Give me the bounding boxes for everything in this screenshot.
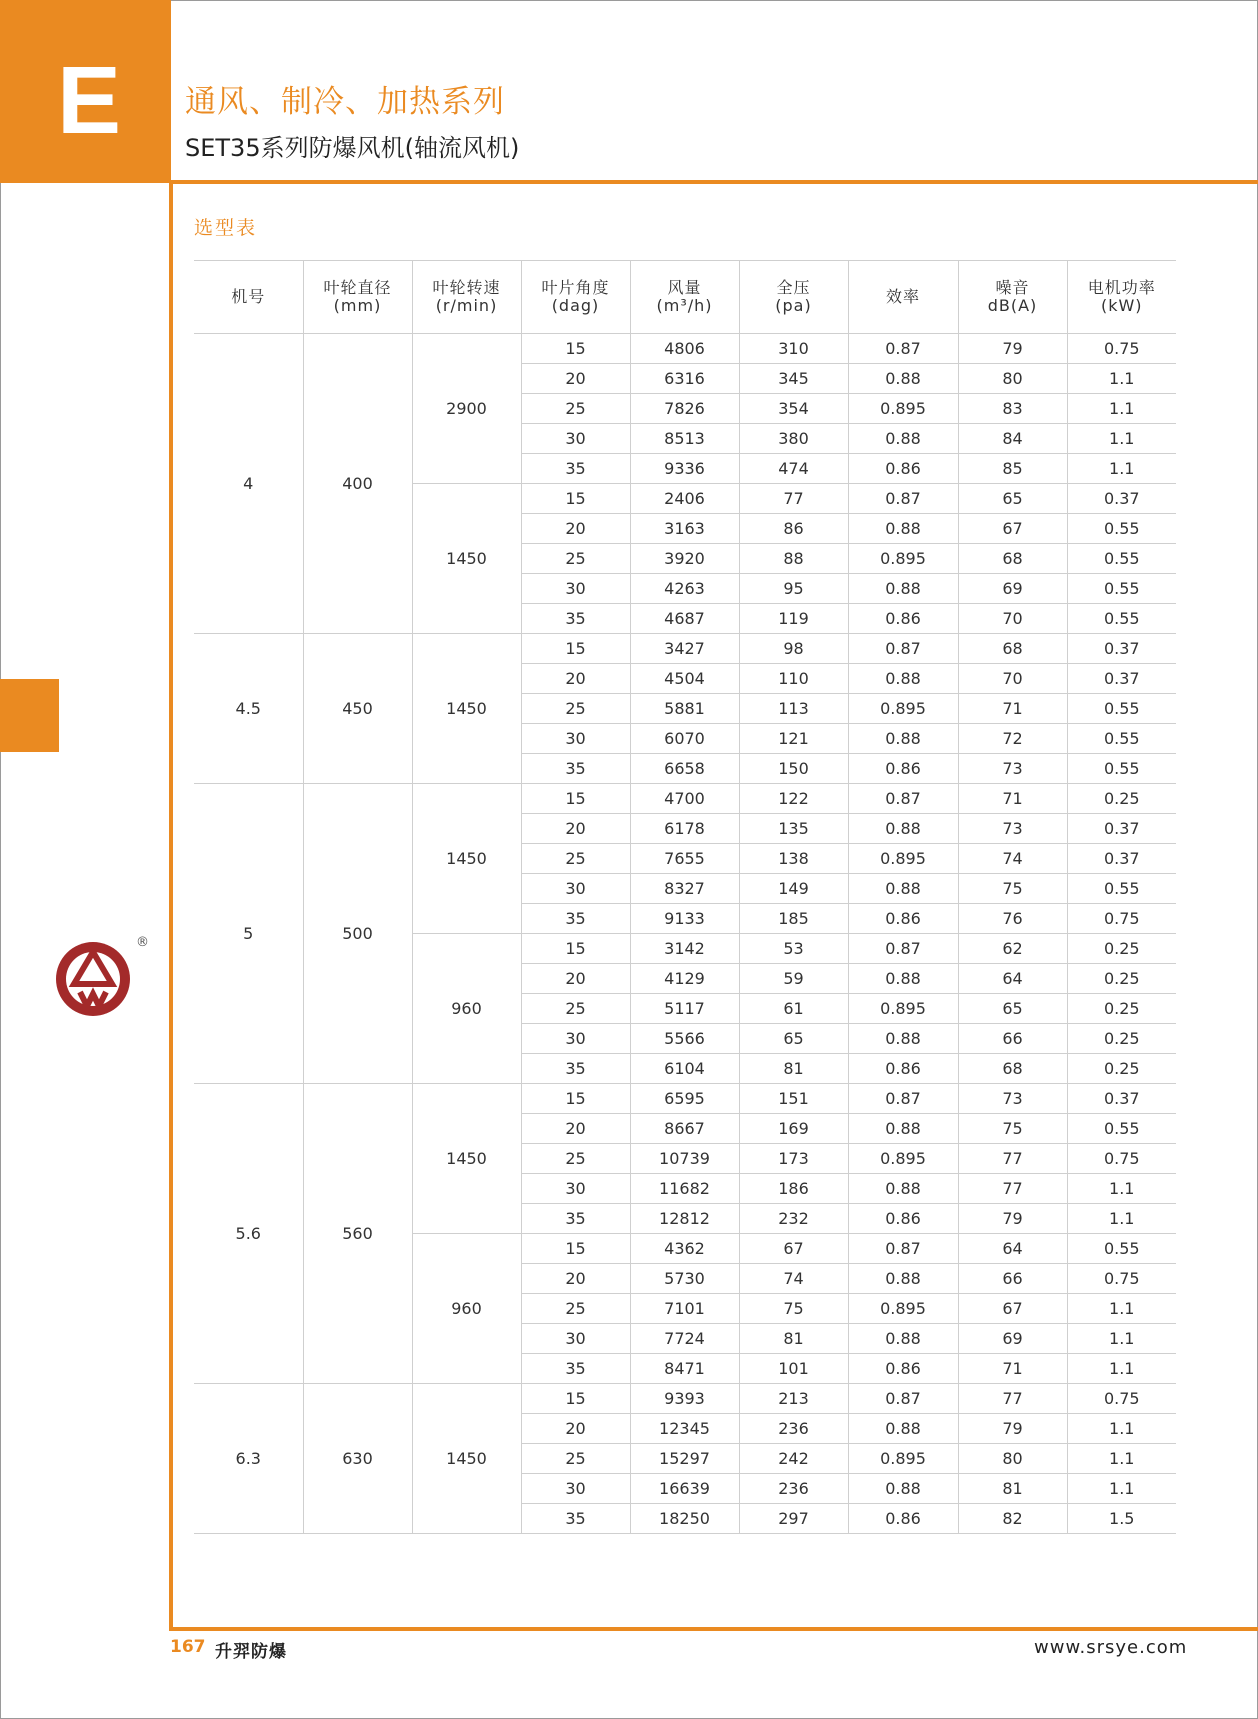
cell-blade-angle: 30	[521, 574, 630, 604]
cell-pressure: 354	[739, 394, 848, 424]
cell-blade-angle: 35	[521, 1354, 630, 1384]
registered-mark: ®	[136, 935, 149, 950]
cell-pressure: 151	[739, 1084, 848, 1114]
cell-efficiency: 0.88	[848, 364, 958, 394]
cell-pressure: 81	[739, 1324, 848, 1354]
footer-rule	[169, 1627, 1258, 1631]
cell-airflow: 5881	[630, 694, 739, 724]
cell-efficiency: 0.895	[848, 844, 958, 874]
cell-pressure: 138	[739, 844, 848, 874]
cell-diameter: 450	[303, 634, 412, 784]
footer-website: www.srsye.com	[1034, 1637, 1188, 1658]
cell-efficiency: 0.88	[848, 1324, 958, 1354]
cell-airflow: 3163	[630, 514, 739, 544]
cell-efficiency: 0.87	[848, 484, 958, 514]
col-header-noise: 噪音 dB(A)	[958, 261, 1067, 334]
cell-blade-angle: 15	[521, 784, 630, 814]
cell-noise: 68	[958, 544, 1067, 574]
cell-pressure: 150	[739, 754, 848, 784]
cell-speed: 1450	[412, 1384, 521, 1534]
cell-noise: 64	[958, 1234, 1067, 1264]
cell-airflow: 15297	[630, 1444, 739, 1474]
cell-airflow: 2406	[630, 484, 739, 514]
cell-motor-power: 1.1	[1067, 1294, 1176, 1324]
cell-pressure: 169	[739, 1114, 848, 1144]
cell-blade-angle: 20	[521, 664, 630, 694]
cell-motor-power: 0.25	[1067, 994, 1176, 1024]
cell-noise: 65	[958, 484, 1067, 514]
cell-pressure: 95	[739, 574, 848, 604]
cell-airflow: 8667	[630, 1114, 739, 1144]
cell-motor-power: 1.1	[1067, 1474, 1176, 1504]
cell-pressure: 236	[739, 1474, 848, 1504]
cell-airflow: 7655	[630, 844, 739, 874]
cell-blade-angle: 25	[521, 694, 630, 724]
cell-noise: 70	[958, 604, 1067, 634]
series-title: 通风、制冷、加热系列	[185, 84, 505, 120]
cell-blade-angle: 35	[521, 454, 630, 484]
cell-noise: 81	[958, 1474, 1067, 1504]
cell-pressure: 297	[739, 1504, 848, 1534]
cell-noise: 79	[958, 334, 1067, 364]
cell-blade-angle: 35	[521, 754, 630, 784]
cell-efficiency: 0.895	[848, 694, 958, 724]
cell-airflow: 4362	[630, 1234, 739, 1264]
cell-efficiency: 0.86	[848, 454, 958, 484]
cell-blade-angle: 35	[521, 1054, 630, 1084]
table-header-row	[194, 261, 1176, 334]
cell-efficiency: 0.86	[848, 1354, 958, 1384]
cell-blade-angle: 35	[521, 1504, 630, 1534]
cell-noise: 62	[958, 934, 1067, 964]
cell-noise: 71	[958, 1354, 1067, 1384]
cell-efficiency: 0.895	[848, 544, 958, 574]
cell-airflow: 6316	[630, 364, 739, 394]
cell-noise: 64	[958, 964, 1067, 994]
cell-blade-angle: 25	[521, 1144, 630, 1174]
cell-blade-angle: 30	[521, 724, 630, 754]
col-header-efficiency: 效率	[848, 261, 958, 334]
cell-pressure: 173	[739, 1144, 848, 1174]
col-header-motor-power: 电机功率 (kW)	[1067, 261, 1176, 334]
cell-airflow: 6595	[630, 1084, 739, 1114]
cell-airflow: 9336	[630, 454, 739, 484]
table-body	[194, 334, 1176, 1534]
cell-blade-angle: 20	[521, 814, 630, 844]
cell-airflow: 18250	[630, 1504, 739, 1534]
cell-blade-angle: 25	[521, 544, 630, 574]
section-letter: E	[57, 47, 122, 154]
cell-pressure: 135	[739, 814, 848, 844]
cell-airflow: 7101	[630, 1294, 739, 1324]
cell-airflow: 3142	[630, 934, 739, 964]
cell-airflow: 16639	[630, 1474, 739, 1504]
cell-motor-power: 0.75	[1067, 904, 1176, 934]
cell-model: 4.5	[194, 634, 303, 784]
cell-motor-power: 0.55	[1067, 724, 1176, 754]
cell-pressure: 121	[739, 724, 848, 754]
cell-motor-power: 0.55	[1067, 694, 1176, 724]
cell-blade-angle: 20	[521, 1414, 630, 1444]
cell-efficiency: 0.88	[848, 574, 958, 604]
cell-efficiency: 0.86	[848, 1504, 958, 1534]
cell-blade-angle: 30	[521, 1024, 630, 1054]
cell-motor-power: 0.55	[1067, 574, 1176, 604]
cell-pressure: 232	[739, 1204, 848, 1234]
cell-noise: 85	[958, 454, 1067, 484]
header-rule	[171, 180, 1258, 184]
cell-motor-power: 0.25	[1067, 1024, 1176, 1054]
cell-noise: 66	[958, 1024, 1067, 1054]
cell-pressure: 122	[739, 784, 848, 814]
cell-efficiency: 0.86	[848, 1204, 958, 1234]
cell-airflow: 4129	[630, 964, 739, 994]
cell-pressure: 113	[739, 694, 848, 724]
cell-motor-power: 1.1	[1067, 1174, 1176, 1204]
cell-model: 4	[194, 334, 303, 634]
col-header-model: 机号	[194, 261, 303, 334]
cell-airflow: 5117	[630, 994, 739, 1024]
cell-blade-angle: 15	[521, 484, 630, 514]
cell-motor-power: 1.1	[1067, 1204, 1176, 1234]
cell-motor-power: 0.75	[1067, 1264, 1176, 1294]
cell-motor-power: 0.75	[1067, 1144, 1176, 1174]
footer-brand: 升羿防爆	[215, 1642, 287, 1662]
table-row	[194, 634, 1176, 664]
cell-airflow: 7724	[630, 1324, 739, 1354]
cell-airflow: 3427	[630, 634, 739, 664]
cell-pressure: 67	[739, 1234, 848, 1264]
cell-efficiency: 0.88	[848, 514, 958, 544]
cell-motor-power: 1.1	[1067, 1414, 1176, 1444]
cell-blade-angle: 20	[521, 1114, 630, 1144]
cell-noise: 75	[958, 874, 1067, 904]
cell-airflow: 6070	[630, 724, 739, 754]
cell-blade-angle: 20	[521, 964, 630, 994]
cell-blade-angle: 20	[521, 514, 630, 544]
section-letter-block	[0, 0, 171, 183]
cell-efficiency: 0.88	[848, 874, 958, 904]
cell-model: 6.3	[194, 1384, 303, 1534]
cell-motor-power: 0.37	[1067, 664, 1176, 694]
cell-blade-angle: 30	[521, 1474, 630, 1504]
cell-motor-power: 1.1	[1067, 364, 1176, 394]
page-number: 167	[170, 1637, 206, 1657]
cell-noise: 82	[958, 1504, 1067, 1534]
cell-pressure: 186	[739, 1174, 848, 1204]
cell-noise: 80	[958, 1444, 1067, 1474]
cell-airflow: 9133	[630, 904, 739, 934]
cell-motor-power: 0.75	[1067, 1384, 1176, 1414]
cell-motor-power: 0.55	[1067, 604, 1176, 634]
cell-motor-power: 0.55	[1067, 1234, 1176, 1264]
cell-noise: 69	[958, 1324, 1067, 1354]
table-row	[194, 1084, 1176, 1114]
cell-pressure: 310	[739, 334, 848, 364]
cell-motor-power: 0.75	[1067, 334, 1176, 364]
cell-pressure: 345	[739, 364, 848, 394]
left-rule	[169, 183, 173, 1631]
cell-pressure: 75	[739, 1294, 848, 1324]
cell-efficiency: 0.895	[848, 1294, 958, 1324]
cell-pressure: 101	[739, 1354, 848, 1384]
cell-efficiency: 0.87	[848, 1384, 958, 1414]
cell-efficiency: 0.86	[848, 1054, 958, 1084]
cell-blade-angle: 25	[521, 994, 630, 1024]
cell-noise: 66	[958, 1264, 1067, 1294]
cell-blade-angle: 25	[521, 394, 630, 424]
cell-efficiency: 0.87	[848, 934, 958, 964]
cell-airflow: 9393	[630, 1384, 739, 1414]
cell-motor-power: 0.37	[1067, 484, 1176, 514]
cell-pressure: 119	[739, 604, 848, 634]
cell-motor-power: 1.5	[1067, 1504, 1176, 1534]
cell-pressure: 98	[739, 634, 848, 664]
cell-blade-angle: 25	[521, 1444, 630, 1474]
cell-efficiency: 0.895	[848, 994, 958, 1024]
cell-efficiency: 0.87	[848, 784, 958, 814]
col-header-diameter: 叶轮直径 (mm)	[303, 261, 412, 334]
cell-pressure: 185	[739, 904, 848, 934]
cell-blade-angle: 30	[521, 424, 630, 454]
cell-pressure: 380	[739, 424, 848, 454]
cell-noise: 77	[958, 1384, 1067, 1414]
cell-airflow: 4700	[630, 784, 739, 814]
cell-noise: 75	[958, 1114, 1067, 1144]
cell-motor-power: 0.55	[1067, 544, 1176, 574]
cell-pressure: 77	[739, 484, 848, 514]
cell-motor-power: 0.37	[1067, 814, 1176, 844]
cell-motor-power: 1.1	[1067, 424, 1176, 454]
table-row	[194, 1384, 1176, 1414]
cell-efficiency: 0.86	[848, 604, 958, 634]
cell-pressure: 474	[739, 454, 848, 484]
col-header-blade-angle: 叶片角度 (dag)	[521, 261, 630, 334]
cell-airflow: 4806	[630, 334, 739, 364]
cell-efficiency: 0.88	[848, 1174, 958, 1204]
cell-pressure: 149	[739, 874, 848, 904]
cell-noise: 76	[958, 904, 1067, 934]
cell-noise: 73	[958, 754, 1067, 784]
cell-pressure: 86	[739, 514, 848, 544]
cell-blade-angle: 35	[521, 604, 630, 634]
cell-pressure: 242	[739, 1444, 848, 1474]
cell-speed: 2900	[412, 334, 521, 484]
cell-efficiency: 0.87	[848, 334, 958, 364]
col-header-pressure: 全压 (pa)	[739, 261, 848, 334]
cell-airflow: 5730	[630, 1264, 739, 1294]
cell-noise: 67	[958, 1294, 1067, 1324]
cell-blade-angle: 30	[521, 874, 630, 904]
cell-speed: 1450	[412, 1084, 521, 1234]
cell-motor-power: 1.1	[1067, 454, 1176, 484]
cell-blade-angle: 20	[521, 364, 630, 394]
cell-airflow: 11682	[630, 1174, 739, 1204]
cell-efficiency: 0.87	[848, 1084, 958, 1114]
cell-pressure: 74	[739, 1264, 848, 1294]
cell-motor-power: 0.55	[1067, 874, 1176, 904]
cell-efficiency: 0.88	[848, 964, 958, 994]
cell-motor-power: 0.55	[1067, 514, 1176, 544]
col-header-speed: 叶轮转速 (r/min)	[412, 261, 521, 334]
cell-airflow: 8471	[630, 1354, 739, 1384]
cell-blade-angle: 15	[521, 1234, 630, 1264]
cell-diameter: 630	[303, 1384, 412, 1534]
cell-airflow: 12345	[630, 1414, 739, 1444]
cell-pressure: 88	[739, 544, 848, 574]
cell-blade-angle: 35	[521, 904, 630, 934]
cell-motor-power: 0.25	[1067, 784, 1176, 814]
cell-noise: 71	[958, 784, 1067, 814]
cell-blade-angle: 25	[521, 1294, 630, 1324]
cell-noise: 73	[958, 1084, 1067, 1114]
cell-noise: 68	[958, 1054, 1067, 1084]
cell-speed: 1450	[412, 784, 521, 934]
cell-speed: 960	[412, 934, 521, 1084]
cell-efficiency: 0.88	[848, 1264, 958, 1294]
cell-noise: 65	[958, 994, 1067, 1024]
cell-noise: 68	[958, 634, 1067, 664]
cell-pressure: 65	[739, 1024, 848, 1054]
cell-efficiency: 0.88	[848, 1114, 958, 1144]
cell-pressure: 213	[739, 1384, 848, 1414]
cell-pressure: 59	[739, 964, 848, 994]
cell-noise: 73	[958, 814, 1067, 844]
cell-efficiency: 0.88	[848, 724, 958, 754]
cell-efficiency: 0.895	[848, 1444, 958, 1474]
cell-efficiency: 0.87	[848, 634, 958, 664]
table-row	[194, 784, 1176, 814]
cell-blade-angle: 15	[521, 1084, 630, 1114]
cell-pressure: 61	[739, 994, 848, 1024]
cell-airflow: 3920	[630, 544, 739, 574]
cell-noise: 72	[958, 724, 1067, 754]
cell-noise: 77	[958, 1174, 1067, 1204]
cell-airflow: 5566	[630, 1024, 739, 1054]
cell-pressure: 81	[739, 1054, 848, 1084]
cell-efficiency: 0.895	[848, 1144, 958, 1174]
cell-efficiency: 0.87	[848, 1234, 958, 1264]
cell-noise: 74	[958, 844, 1067, 874]
col-header-airflow: 风量 (m³/h)	[630, 261, 739, 334]
cell-blade-angle: 15	[521, 334, 630, 364]
cell-motor-power: 0.37	[1067, 844, 1176, 874]
cell-pressure: 236	[739, 1414, 848, 1444]
cell-efficiency: 0.895	[848, 394, 958, 424]
cell-blade-angle: 35	[521, 1204, 630, 1234]
cell-motor-power: 0.25	[1067, 1054, 1176, 1084]
cell-airflow: 6104	[630, 1054, 739, 1084]
cell-diameter: 500	[303, 784, 412, 1084]
cell-motor-power: 0.37	[1067, 1084, 1176, 1114]
cell-motor-power: 0.55	[1067, 1114, 1176, 1144]
cell-blade-angle: 30	[521, 1174, 630, 1204]
cell-airflow: 12812	[630, 1204, 739, 1234]
cell-airflow: 4504	[630, 664, 739, 694]
cell-noise: 77	[958, 1144, 1067, 1174]
cell-model: 5.6	[194, 1084, 303, 1384]
cell-airflow: 7826	[630, 394, 739, 424]
cell-noise: 67	[958, 514, 1067, 544]
cell-motor-power: 0.37	[1067, 634, 1176, 664]
cell-motor-power: 0.25	[1067, 964, 1176, 994]
cell-motor-power: 1.1	[1067, 1444, 1176, 1474]
cell-blade-angle: 15	[521, 1384, 630, 1414]
cell-airflow: 8513	[630, 424, 739, 454]
cell-blade-angle: 25	[521, 844, 630, 874]
cell-efficiency: 0.88	[848, 1414, 958, 1444]
cell-model: 5	[194, 784, 303, 1084]
cell-blade-angle: 20	[521, 1264, 630, 1294]
cell-motor-power: 1.1	[1067, 1324, 1176, 1354]
cell-noise: 84	[958, 424, 1067, 454]
cell-noise: 79	[958, 1414, 1067, 1444]
cell-diameter: 560	[303, 1084, 412, 1384]
cell-noise: 69	[958, 574, 1067, 604]
cell-efficiency: 0.88	[848, 424, 958, 454]
cell-noise: 83	[958, 394, 1067, 424]
cell-noise: 71	[958, 694, 1067, 724]
cell-airflow: 6658	[630, 754, 739, 784]
cell-blade-angle: 15	[521, 634, 630, 664]
cell-airflow: 4263	[630, 574, 739, 604]
cell-pressure: 53	[739, 934, 848, 964]
table-row	[194, 334, 1176, 364]
cell-airflow: 4687	[630, 604, 739, 634]
cell-noise: 70	[958, 664, 1067, 694]
cell-motor-power: 1.1	[1067, 394, 1176, 424]
cell-efficiency: 0.88	[848, 664, 958, 694]
side-tab	[0, 679, 59, 752]
cell-blade-angle: 30	[521, 1324, 630, 1354]
cell-diameter: 400	[303, 334, 412, 634]
cell-airflow: 8327	[630, 874, 739, 904]
cell-motor-power: 1.1	[1067, 1354, 1176, 1384]
cell-efficiency: 0.88	[848, 814, 958, 844]
cell-speed: 960	[412, 1234, 521, 1384]
cell-pressure: 110	[739, 664, 848, 694]
brand-logo-icon	[50, 932, 149, 1022]
product-title: SET35系列防爆风机(轴流风机)	[185, 134, 520, 162]
cell-efficiency: 0.88	[848, 1474, 958, 1504]
cell-noise: 79	[958, 1204, 1067, 1234]
section-label: 选型表	[194, 217, 258, 239]
cell-speed: 1450	[412, 484, 521, 634]
cell-motor-power: 0.25	[1067, 934, 1176, 964]
cell-blade-angle: 15	[521, 934, 630, 964]
cell-efficiency: 0.88	[848, 1024, 958, 1054]
cell-efficiency: 0.86	[848, 754, 958, 784]
cell-speed: 1450	[412, 634, 521, 784]
cell-airflow: 6178	[630, 814, 739, 844]
cell-efficiency: 0.86	[848, 904, 958, 934]
selection-table	[194, 260, 1176, 1534]
cell-motor-power: 0.55	[1067, 754, 1176, 784]
cell-noise: 80	[958, 364, 1067, 394]
cell-airflow: 10739	[630, 1144, 739, 1174]
